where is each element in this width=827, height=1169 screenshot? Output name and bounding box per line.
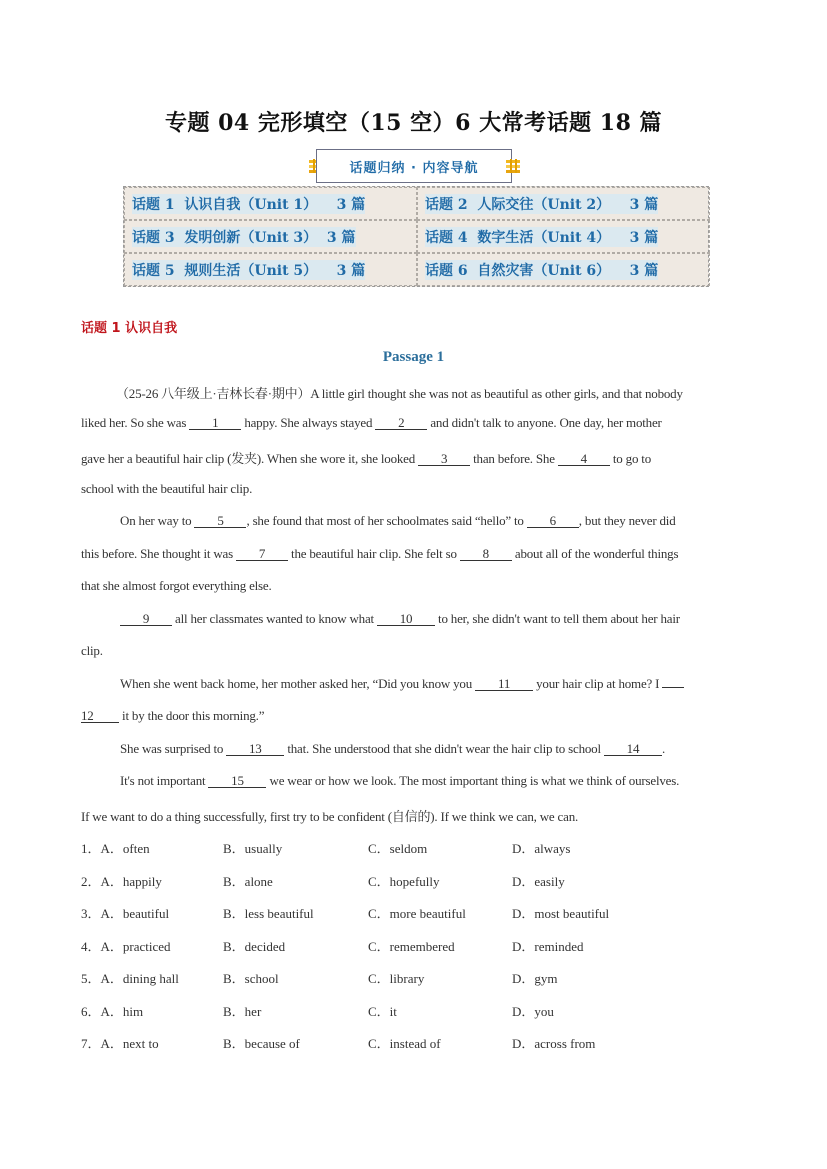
passage-text: , she found that most of her schoolmates said “hello” to <box>246 513 527 528</box>
topic-nav-table <box>123 186 709 287</box>
topic-link-2[interactable] <box>417 187 710 220</box>
passage-line <box>120 676 684 692</box>
passage-text: and didn't talk to anyone. One day, her mother <box>427 415 662 430</box>
option-c[interactable]: C．instead of <box>368 1036 441 1051</box>
topic-label: 话题 2 人际交往（Unit 2） 3 篇 <box>425 194 658 214</box>
passage-text: It's not important <box>120 773 209 788</box>
passage-title: Passage 1 <box>382 349 445 365</box>
blank-14[interactable]: 14 <box>604 742 662 756</box>
nav-banner <box>316 149 512 183</box>
passage-text: the beautiful hair clip. She felt so <box>288 546 460 561</box>
blank-12-start <box>662 687 684 688</box>
passage-text: about all of the wonderful things <box>511 546 679 561</box>
option-a[interactable]: 4．A．practiced <box>81 939 171 954</box>
passage-text: , but they never did <box>578 513 676 528</box>
passage-line <box>81 578 272 594</box>
passage-text: that she almost forgot everything else. <box>81 578 272 593</box>
passage-line <box>116 383 683 402</box>
blank-2[interactable]: 2 <box>375 416 427 430</box>
question-row-5 <box>81 968 761 984</box>
blank-9[interactable]: 9 <box>120 612 172 626</box>
topic-link-4[interactable] <box>417 220 710 253</box>
passage-text: liked her. So she was <box>81 415 190 430</box>
passage-text: clip. <box>81 643 103 658</box>
blank-3[interactable]: 3 <box>418 452 470 466</box>
question-row-7 <box>81 1033 761 1049</box>
option-d[interactable]: D．you <box>512 1004 554 1019</box>
blank-8[interactable]: 8 <box>460 547 512 561</box>
document-title: 专题 04 完形填空（15 空）6 大常考话题 18 篇 <box>164 110 663 136</box>
option-b[interactable]: B．usually <box>223 841 283 856</box>
option-d[interactable]: D．gym <box>512 971 558 986</box>
blank-12[interactable]: 12 <box>81 709 119 723</box>
option-c[interactable]: C．seldom <box>368 841 428 856</box>
blank-6[interactable]: 6 <box>527 514 579 528</box>
question-row-6 <box>81 1001 761 1017</box>
topic-label: 话题 5 规则生活（Unit 5） 3 篇 <box>132 260 365 280</box>
option-b[interactable]: B．less beautiful <box>223 906 314 921</box>
passage-text: this before. She thought it was <box>81 546 236 561</box>
option-b[interactable]: B．decided <box>223 939 286 954</box>
passage-text: gave her a beautiful hair clip (发夹). When she wore it, she looked <box>81 451 419 466</box>
option-b[interactable]: B．her <box>223 1004 262 1019</box>
blank-10[interactable]: 10 <box>377 612 435 626</box>
section-heading: 话题 1 认识自我 <box>81 321 178 336</box>
passage-text: than before. She <box>470 451 558 466</box>
option-c[interactable]: C．library <box>368 971 425 986</box>
passage-text: . <box>661 741 666 756</box>
option-c[interactable]: C．remembered <box>368 939 455 954</box>
passage-line <box>81 708 264 724</box>
passage-line <box>120 611 680 627</box>
passage-text: it by the door this morning.” <box>119 708 265 723</box>
topic-label: 话题 6 自然灾害（Unit 6） 3 篇 <box>425 260 658 280</box>
passage-line <box>120 741 665 757</box>
option-a[interactable]: 3．A．beautiful <box>81 906 170 921</box>
blank-1[interactable]: 1 <box>189 416 241 430</box>
passage-line <box>81 546 678 562</box>
option-c[interactable]: C．hopefully <box>368 874 440 889</box>
blank-13[interactable]: 13 <box>226 742 284 756</box>
passage-text: She was surprised to <box>120 741 227 756</box>
passage-text: happy. She always stayed <box>241 415 376 430</box>
option-b[interactable]: B．alone <box>223 874 273 889</box>
option-a[interactable]: 6．A．him <box>81 1004 144 1019</box>
passage-text: If we want to do a thing successfully, first try to be confident (自信的). If we think we can, we can. <box>81 809 579 824</box>
passage-line <box>81 806 578 825</box>
blank-7[interactable]: 7 <box>236 547 288 561</box>
option-c[interactable]: C．more beautiful <box>368 906 466 921</box>
blank-4[interactable]: 4 <box>558 452 610 466</box>
option-a[interactable]: 1．A．often <box>81 841 150 856</box>
passage-text: all her classmates wanted to know what <box>172 611 377 626</box>
option-a[interactable]: 7．A．next to <box>81 1036 159 1051</box>
blank-5[interactable]: 5 <box>194 514 246 528</box>
question-row-4 <box>81 936 761 952</box>
passage-text: that. She understood that she didn't wear the hair clip to school <box>284 741 604 756</box>
passage-line <box>120 773 679 789</box>
option-a[interactable]: 5．A．dining hall <box>81 971 179 986</box>
passage-line <box>81 415 662 431</box>
blank-15[interactable]: 15 <box>208 774 266 788</box>
right-banner-decoration-icon <box>506 160 520 172</box>
topic-link-1[interactable] <box>124 187 417 220</box>
passage-text: we wear or how we look. The most important thing is what we think of ourselves. <box>266 773 680 788</box>
passage-text: When she went back home, her mother asked her, “Did you know you <box>120 676 476 691</box>
option-d[interactable]: D．easily <box>512 874 565 889</box>
option-d[interactable]: D．across from <box>512 1036 596 1051</box>
option-d[interactable]: D．reminded <box>512 939 584 954</box>
passage-text: to go to <box>609 451 652 466</box>
option-b[interactable]: B．because of <box>223 1036 300 1051</box>
option-d[interactable]: D．always <box>512 841 571 856</box>
question-row-1 <box>81 838 761 854</box>
topic-label: 话题 3 发明创新（Unit 3） 3 篇 <box>132 227 356 247</box>
question-row-3 <box>81 903 761 919</box>
passage-text: school with the beautiful hair clip. <box>81 481 253 496</box>
blank-11[interactable]: 11 <box>475 677 533 691</box>
passage-text: （25-26 八年级上·吉林长春·期中）A little girl thought she was not as beautiful as other girls, and that nobody <box>116 386 683 401</box>
option-d[interactable]: D．most beautiful <box>512 906 610 921</box>
question-row-2 <box>81 871 761 887</box>
passage-text: On her way to <box>120 513 195 528</box>
passage-text: to her, she didn't want to tell them about her hair <box>435 611 680 626</box>
topic-link-6[interactable] <box>417 253 710 286</box>
option-c[interactable]: C．it <box>368 1004 397 1019</box>
passage-line <box>81 448 651 467</box>
option-a[interactable]: 2．A．happily <box>81 874 162 889</box>
topic-label: 话题 1 认识自我（Unit 1） 3 篇 <box>132 194 365 214</box>
passage-line <box>81 481 252 497</box>
option-b[interactable]: B．school <box>223 971 279 986</box>
passage-text: your hair clip at home? I <box>533 676 663 691</box>
topic-label: 话题 4 数字生活（Unit 4） 3 篇 <box>425 227 658 247</box>
topic-link-5[interactable] <box>124 253 417 286</box>
passage-line <box>81 643 103 659</box>
nav-banner-text: 话题归纳 · 内容导航 <box>349 160 479 176</box>
topic-link-3[interactable] <box>124 220 417 253</box>
passage-line <box>120 513 676 529</box>
